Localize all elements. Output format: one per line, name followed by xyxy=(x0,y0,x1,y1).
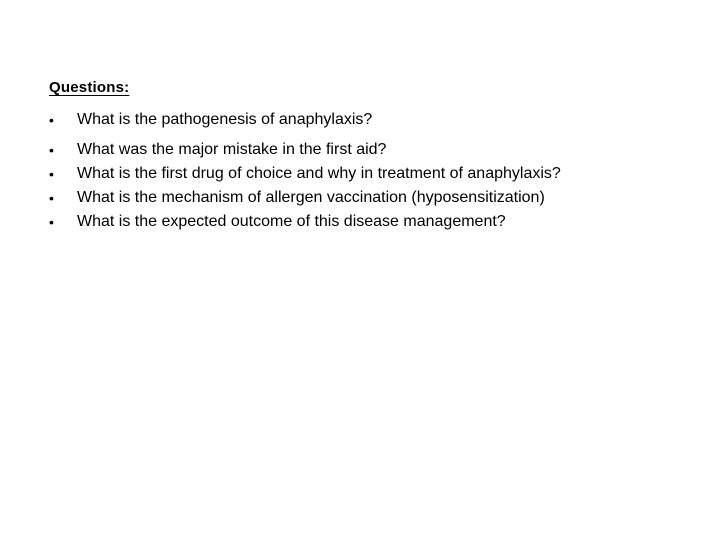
question-item xyxy=(49,110,689,130)
question-text: What is the expected outcome of this disease management? xyxy=(77,213,506,230)
question-text: What was the major mistake in the first aid? xyxy=(77,141,387,158)
bullet-icon: • xyxy=(49,214,54,230)
bullet-icon: • xyxy=(49,112,54,128)
question-text: What is the first drug of choice and why in treatment of anaphylaxis? xyxy=(77,165,561,182)
question-item xyxy=(49,188,689,208)
question-text: What is the pathogenesis of anaphylaxis? xyxy=(77,111,373,128)
questions-heading: Questions: xyxy=(49,79,130,96)
bullet-icon: • xyxy=(49,142,54,158)
question-item xyxy=(49,164,689,184)
question-item xyxy=(49,212,689,232)
bullet-icon: • xyxy=(49,166,54,182)
bullet-icon: • xyxy=(49,190,54,206)
question-text: What is the mechanism of allergen vaccination (hyposensitization) xyxy=(77,189,545,206)
question-item xyxy=(49,140,689,160)
